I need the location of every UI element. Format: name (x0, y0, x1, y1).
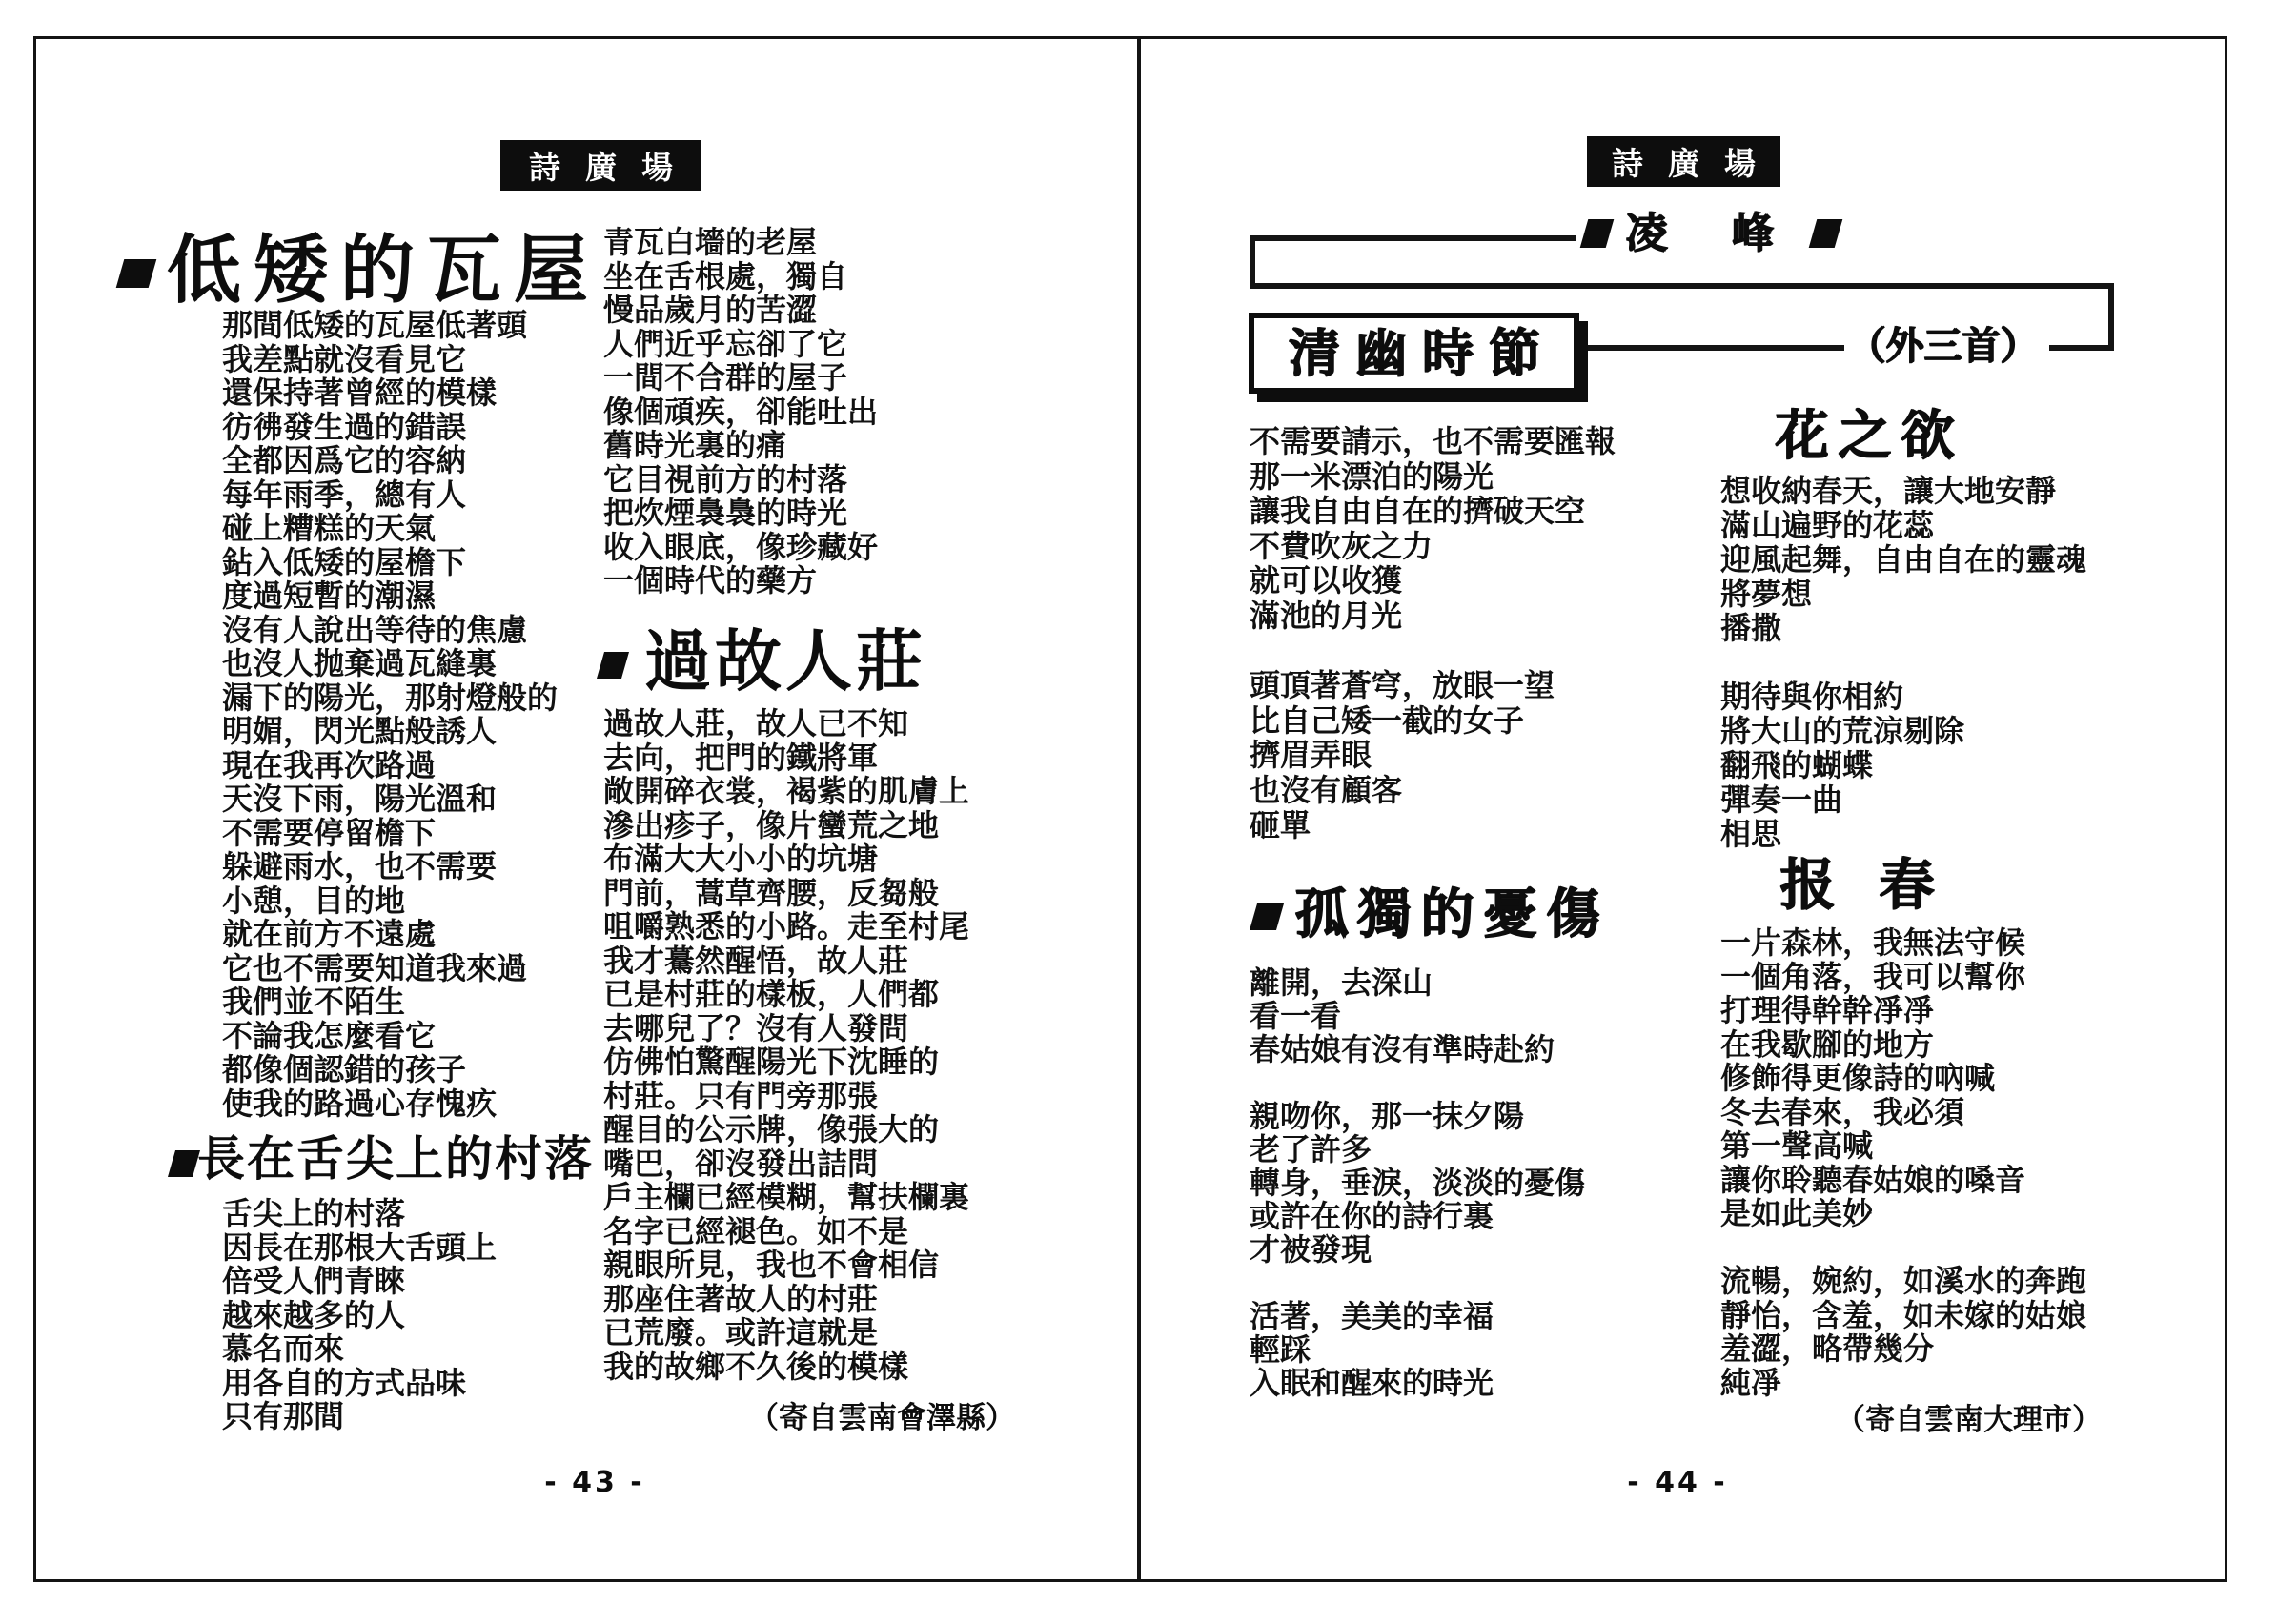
poem-line: 我差點就沒看見它 (222, 340, 467, 377)
poem-line: 純凈 (1720, 1364, 1782, 1401)
author-label (1584, 209, 1839, 257)
poem-line: 越來越多的人 (222, 1296, 406, 1333)
poem-line: 舌尖上的村落 (222, 1195, 406, 1231)
poem-line: 彷彿發生過的錯誤 (222, 408, 467, 445)
poem-line: 倍受人們青睞 (222, 1263, 406, 1299)
poem-line: 小憩，目的地 (222, 882, 406, 919)
poem-line: 使我的路過心存愧疚 (222, 1085, 498, 1122)
poem-line: 滲出疹子，像片蠻荒之地 (603, 806, 940, 843)
poem-line (1250, 1267, 1585, 1300)
poem-line: 每年雨季，總有人 (222, 476, 467, 513)
poem-line: 它目視前方的村落 (603, 460, 848, 497)
poem-line: 用各自的方式品味 (222, 1364, 467, 1401)
page-number-right: - 44 - (1627, 1466, 1728, 1499)
poem-line: 想收納春天，讓大地安靜 (1720, 473, 2057, 509)
poem-line: 或許在你的詩行裏 (1250, 1198, 1494, 1234)
poem-line: 親眼所見，我也不會相信 (603, 1247, 940, 1283)
poem-line: 不需要停留檐下 (222, 814, 437, 851)
poem-line: 還保持著曾經的模樣 (222, 375, 498, 411)
right-poem2-title: 孤獨的憂傷 (1294, 883, 1609, 945)
poem-line: 村莊。只有門旁那張 (603, 1077, 879, 1114)
poem-line: 輕踩 (1250, 1331, 1311, 1368)
poem2-title: 長在舌尖上的村落 (197, 1131, 594, 1187)
poem-line: 入眠和醒來的時光 (1250, 1365, 1494, 1401)
right-poem4-attribution: （寄自雲南大理市） (1836, 1403, 2102, 1437)
poem-line: 已荒廢。或許這就是 (603, 1314, 879, 1350)
poem-line: 彈奏一曲 (1720, 782, 1843, 818)
poem-line: 漏下的陽光，那射燈般的 (222, 679, 559, 716)
poem-line: 讓我自由自在的擠破天空 (1250, 493, 1586, 530)
poem-line: 像個頑疾，卻能吐出 (603, 393, 879, 430)
poem3-title: 過故人莊 (644, 622, 926, 700)
poem-line: 過故人莊，故人已不知 (603, 705, 909, 741)
poem-line: 一間不合群的屋子 (603, 359, 848, 396)
poem-line: 翻飛的蝴蝶 (1720, 747, 1874, 783)
section-header-left (500, 140, 701, 191)
poem-line: 相思 (1720, 816, 1782, 852)
poem-line: 咀嚼熟悉的小路。走至村尾 (603, 908, 970, 944)
poem-line: 收入眼底，像珍藏好 (603, 528, 879, 565)
poem-line: 靜怡，含羞，如未嫁的姑娘 (1720, 1296, 2087, 1333)
section-header-label: 詩廣場 (1612, 145, 1780, 182)
poem-line (1720, 1231, 2086, 1266)
poem-line: 羞澀，略帶幾分 (1720, 1330, 1935, 1367)
poem-line (1250, 1066, 1585, 1100)
subtitle: （外三首） (1847, 323, 2038, 368)
decorative-line (1250, 283, 2114, 289)
poem-line: 全都因爲它的容納 (222, 442, 467, 478)
page-divider (1137, 36, 1141, 1582)
poem-line: 春姑娘有沒有準時赴約 (1250, 1031, 1555, 1067)
poem-line: 才被發現 (1250, 1231, 1372, 1268)
poem-line: 度過短暫的潮濕 (222, 578, 437, 614)
poem-line: 是如此美妙 (1720, 1195, 1874, 1231)
decorative-line (1579, 345, 1844, 351)
poem-line: 沒有人說出等待的焦慮 (222, 611, 528, 648)
poem-line: 敞開碎衣裳，褐紫的肌膚上 (603, 773, 970, 809)
poem-line: 明媚，閃光點般誘人 (222, 713, 498, 749)
decorative-line (2108, 283, 2114, 351)
poem-line: 就在前方不遠處 (222, 916, 437, 952)
poem-line: 都像個認錯的孩子 (222, 1051, 467, 1087)
poem-line: 青瓦白墻的老屋 (603, 224, 818, 260)
poem-line: 頭頂著蒼穹，放眼一望 (1250, 667, 1555, 704)
section-header-label: 詩廣場 (529, 149, 698, 186)
poem-line: 冬去春來，我必須 (1720, 1093, 1965, 1130)
poem-line: 把炊煙裊裊的時光 (603, 495, 848, 531)
decorative-line (2049, 345, 2114, 351)
poem-line: 滿池的月光 (1250, 597, 1403, 634)
poem-line: 一個時代的藥方 (603, 562, 818, 599)
right-poem4-body (1720, 926, 2086, 1400)
poem-line: 我們並不陌生 (222, 984, 406, 1020)
poem-line: 不費吹灰之力 (1250, 527, 1433, 564)
decorative-line (1250, 235, 1255, 289)
poem-line: 看一看 (1250, 998, 1342, 1034)
poem-line: 只有那間 (222, 1398, 345, 1434)
poem-line: 慕名而來 (222, 1330, 345, 1367)
poem-line: 迎風起舞，自由自在的靈魂 (1720, 541, 2087, 578)
poem-line: 躲避雨水，也不需要 (222, 848, 498, 884)
bullet-icon (1580, 219, 1615, 248)
poem-line: 人們近乎忘卻了它 (603, 325, 848, 362)
poem-line: 砸單 (1250, 806, 1311, 843)
poem-line: 轉身，垂淚，淡淡的憂傷 (1250, 1165, 1586, 1201)
poem-line: 一片森林，我無法守候 (1720, 924, 2026, 961)
poem-line (1250, 634, 1616, 669)
right-poem1-body (1250, 424, 1616, 842)
poem-line: 那座住著故人的村莊 (603, 1280, 879, 1317)
right-poem3-body (1720, 474, 2086, 851)
poem-line: 老了許多 (1250, 1131, 1372, 1167)
poem-line: 將大山的荒涼剔除 (1720, 713, 1965, 749)
poem-line: 坐在舌根處，獨自 (603, 257, 848, 294)
poem-line: 已是村莊的樣板，人們都 (603, 976, 940, 1012)
poem2-continuation (603, 226, 878, 599)
poem-line: 也沒有顧客 (1250, 771, 1403, 808)
right-poem2-body (1250, 966, 1585, 1400)
poem-line: 那間低矮的瓦屋低著頭 (222, 307, 528, 343)
poem-line: 不論我怎麼看它 (222, 1017, 437, 1054)
poem-line: 期待與你相約 (1720, 679, 1904, 715)
poem-line: 一個角落，我可以幫你 (1720, 958, 2026, 995)
right-poem3-title: 花之欲 (1775, 404, 1963, 467)
poem-line: 我才驀然醒悟，故人莊 (603, 942, 909, 979)
poem-line: 就可以收獲 (1250, 562, 1403, 599)
poem-line: 擠眉弄眼 (1250, 737, 1372, 774)
poem-line (1720, 645, 2086, 680)
poem-line: 因長在那根大舌頭上 (222, 1228, 498, 1266)
poem-line: 名字已經褪色。如不是 (603, 1212, 909, 1249)
poem-line: 嘴巴，卻沒發出詰問 (603, 1145, 879, 1182)
poem-line: 在我歇腳的地方 (1720, 1025, 1935, 1063)
poem-line: 離開，去深山 (1250, 964, 1433, 1001)
poem-line: 門前，蒿草齊腰，反芻般 (603, 874, 940, 911)
poem-line: 修飾得更像詩的吶喊 (1720, 1060, 1996, 1096)
poem-line: 流暢，婉約，如溪水的奔跑 (1720, 1263, 2087, 1299)
main-title-box (1249, 313, 1579, 394)
decorative-line (1250, 235, 1576, 241)
poem-line: 天沒下雨，陽光溫和 (222, 781, 498, 817)
poem1-title: 低矮的瓦屋 (167, 228, 601, 314)
poem-line: 碰上糟糕的天氣 (222, 510, 437, 546)
bullet-icon (1809, 219, 1843, 248)
page-number-left: - 43 - (544, 1466, 645, 1499)
poem-line: 不需要請示，也不需要匯報 (1250, 423, 1616, 459)
poem-line: 鉆入低矮的屋檐下 (222, 543, 467, 580)
poem-line: 播撒 (1720, 610, 1782, 646)
poem-line: 現在我再次路過 (222, 746, 437, 783)
poem-line: 去向，把門的鐵將軍 (603, 739, 879, 776)
poem-line: 滿山遍野的花蕊 (1720, 507, 1935, 543)
poem-line: 它也不需要知道我來過 (222, 949, 528, 986)
poem-line: 去哪兒了？沒有人發問 (603, 1009, 909, 1046)
poem-line: 我的故鄉不久後的模樣 (603, 1348, 909, 1385)
poem-line: 也沒人抛棄過瓦縫裏 (222, 645, 498, 681)
poem-line: 那一米漂泊的陽光 (1250, 457, 1494, 495)
poem-line: 布滿大大小小的坑塘 (603, 841, 879, 877)
poem-line: 比自己矮一截的女子 (1250, 701, 1525, 739)
poem-line: 舊時光裏的痛 (603, 427, 787, 463)
poem-line: 慢品歲月的苦澀 (603, 292, 818, 328)
poem-line: 第一聲高喊 (1720, 1127, 1874, 1164)
poem-line: 醒目的公示牌，像張大的 (603, 1111, 940, 1147)
poem-line: 活著，美美的幸福 (1250, 1298, 1494, 1334)
poem3-body (603, 707, 969, 1384)
poem-line: 將夢想 (1720, 576, 1813, 612)
poem-line: 親吻你，那一抹夕陽 (1250, 1098, 1525, 1134)
section-header-right (1587, 136, 1780, 187)
main-title: 清幽時節 (1288, 322, 1555, 384)
poem1-body (222, 309, 558, 1121)
poem-line: 讓你聆聽春姑娘的嗓音 (1720, 1161, 2026, 1198)
poem-line: 戶主欄已經模糊，幫扶欄裏 (603, 1179, 970, 1215)
poem-line: 打理得幹幹凈凈 (1720, 992, 1935, 1028)
poem2-body (222, 1197, 497, 1434)
poem3-attribution: （寄自雲南會澤縣） (749, 1401, 1015, 1435)
author-name: 凌 峰 (1625, 209, 1799, 257)
poem-line: 仿佛怕驚醒陽光下沈睡的 (603, 1044, 940, 1080)
right-poem4-title: 报春 (1779, 852, 1979, 917)
